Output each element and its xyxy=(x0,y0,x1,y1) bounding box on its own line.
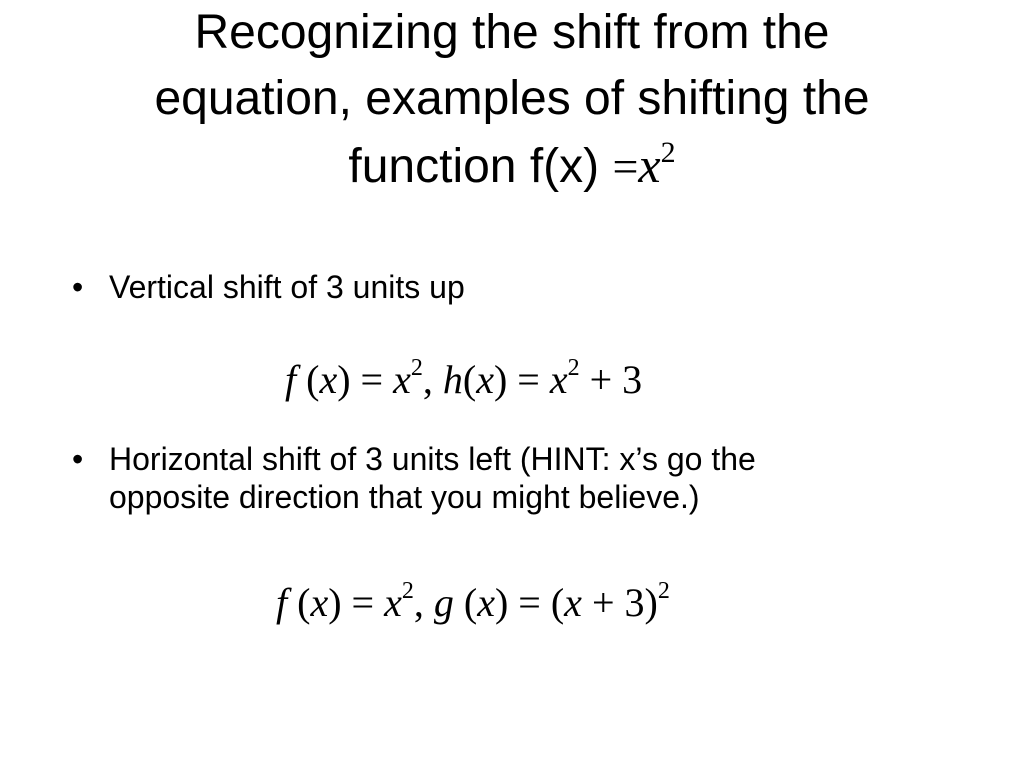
title-math-variable: x xyxy=(638,137,661,193)
eq2-f: f xyxy=(276,580,288,625)
bullet-horizontal-shift xyxy=(72,440,972,520)
bullet-text-line-1: Horizontal shift of 3 units left (HINT: x’s go the xyxy=(109,441,756,477)
title-line-1: Recognizing the shift from the xyxy=(194,6,830,59)
bullet-vertical-shift xyxy=(72,268,972,308)
title-line-3-text: function f(x) xyxy=(348,140,613,193)
title-line-2: equation, examples of shifting the xyxy=(154,72,870,125)
eq1-exp1: 2 xyxy=(410,354,423,381)
eq2-paren-close-eq-2: ) = ( xyxy=(494,580,565,625)
eq2-paren-open-2: ( xyxy=(453,580,478,625)
eq1-x3: x xyxy=(476,357,494,402)
eq1-h: h xyxy=(442,357,463,402)
eq1-x2: x xyxy=(393,357,411,402)
eq2-comma: , xyxy=(413,580,434,625)
title-math xyxy=(612,135,676,193)
eq2-x3: x xyxy=(477,580,495,625)
eq2-paren-open-1: ( xyxy=(287,580,311,625)
eq2-g: g xyxy=(433,580,454,625)
bullet-marker: • xyxy=(72,441,84,477)
eq2-plus-3: + 3) xyxy=(581,580,658,625)
bullet-text-line-2: opposite direction that you might believe.) xyxy=(109,479,700,515)
eq1-paren-open-2: ( xyxy=(462,357,477,402)
eq1-paren-close-eq-1: ) = xyxy=(337,357,394,402)
eq1-x1: x xyxy=(319,357,338,402)
eq2-x2: x xyxy=(384,580,402,625)
eq1-f: f xyxy=(285,357,297,402)
title-math-exponent: 2 xyxy=(660,135,676,169)
eq2-paren-close-eq-1: ) = xyxy=(328,580,385,625)
eq2-x4: x xyxy=(564,580,582,625)
bullet-marker: • xyxy=(72,269,84,305)
eq1-exp2: 2 xyxy=(567,354,580,381)
eq1-x4: x xyxy=(549,357,568,402)
eq2-x1: x xyxy=(310,580,329,625)
eq2-exp1: 2 xyxy=(401,577,414,604)
slide-title xyxy=(40,0,984,200)
title-line-3 xyxy=(40,132,984,200)
eq1-comma: , xyxy=(422,357,443,402)
equation-horizontal-shift xyxy=(276,579,670,627)
title-math-equals: = xyxy=(612,141,639,192)
bullet-text: Vertical shift of 3 units up xyxy=(109,269,465,305)
eq2-exp2: 2 xyxy=(657,577,670,604)
equation-vertical-shift xyxy=(285,356,642,404)
eq1-tail: + 3 xyxy=(579,357,643,402)
eq1-paren-open-1: ( xyxy=(296,357,320,402)
eq1-paren-close-eq-2: ) = xyxy=(493,357,550,402)
